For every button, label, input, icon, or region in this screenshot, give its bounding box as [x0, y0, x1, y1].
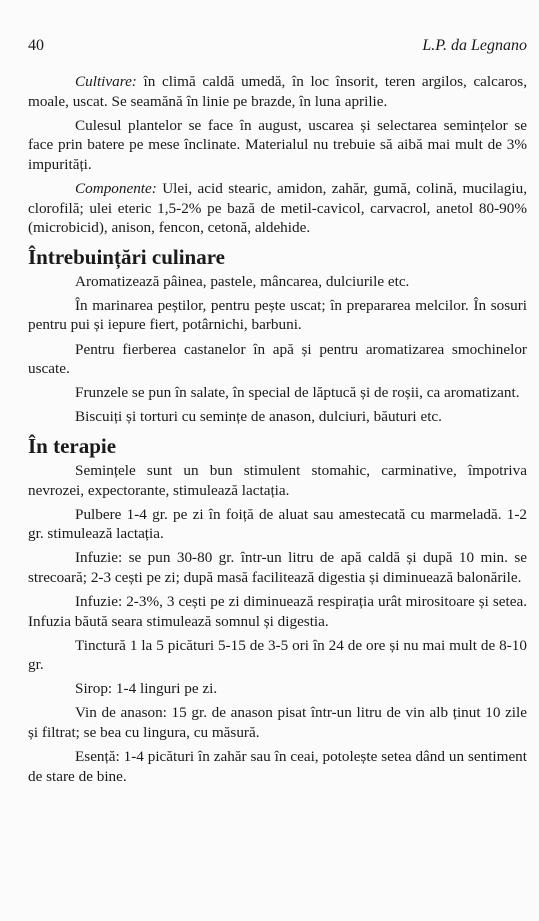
paragraph: Esență: 1-4 picături în zahăr sau în ceai, potolește setea dând un sentiment de stare de bine.	[28, 748, 527, 785]
paragraph: Semințele sunt un bun stimulent stomahic, carminative, împotriva nevrozei, expectorante, stimulează lactația.	[28, 461, 527, 499]
section-heading-therapy: În terapie	[28, 433, 117, 458]
paragraph-cultivation	[28, 72, 527, 111]
paragraph: Biscuiți și torturi cu semințe de anason, dulciuri, băuturi etc.	[75, 408, 442, 426]
running-head: L.P. da Legnano	[422, 37, 527, 54]
paragraph: Sirop: 1-4 linguri pe zi.	[75, 680, 218, 698]
lead-label: Componente:	[75, 179, 157, 197]
paragraph: Frunzele se pun în salate, în special de lăptucă și de roșii, ca aromatizant.	[75, 384, 520, 402]
paragraph-text: în climă caldă umedă, în loc însorit, teren argilos, calcaros, moale, uscat. Se seamănă în linie pe brazde, în luna aprilie.	[28, 73, 527, 110]
paragraph: Tinctură 1 la 5 picături 5-15 de 3-5 ori în 24 de ore și nu mai mult de 8-10 gr.	[28, 636, 527, 674]
paragraph: Pentru fierberea castanelor în apă și pentru aromatizarea smochinelor uscate.	[28, 340, 527, 378]
paragraph-text: Culesul plantelor se face în august, uscarea și selectarea semințelor se face prin batere pe mese înclinate. Materialul nu trebuie să aibă mai mult de 3% impurități.	[28, 116, 527, 173]
page-number: 40	[28, 37, 44, 54]
paragraph: Aromatizează pâinea, pastele, mâncarea, dulciurile etc.	[75, 272, 410, 290]
paragraph-components	[28, 179, 527, 238]
paragraph: Infuzie: se pun 30-80 gr. într-un litru de apă caldă și după 10 min. se strecoară; 2-3 cești pe zi; după masă facilitează digestia și diminuează balonările.	[28, 549, 527, 586]
section-heading-culinary: Întrebuințări culinare	[28, 244, 225, 269]
paragraph-harvest	[28, 116, 527, 175]
page-header	[28, 37, 527, 57]
paragraph: În marinarea peștilor, pentru pește uscat; în prepararea melcilor. În sosuri pentru pui și iepure fiert, potârnichi, barbuni.	[28, 296, 527, 334]
page-body	[28, 72, 527, 786]
paragraph: Pulbere 1-4 gr. pe zi în foiță de aluat sau amestecată cu marmeladă. 1-2 gr. stimulează lactația.	[28, 505, 527, 543]
paragraph: Vin de anason: 15 gr. de anason pisat într-un litru de vin alb ținut 10 zile și filtrat; se bea cu lingura, cu măsură.	[28, 704, 527, 742]
lead-label: Cultivare:	[75, 73, 137, 90]
paragraph: Infuzie: 2-3%, 3 cești pe zi diminuează respirația urât mirositoare și setea. Infuzia băută seara stimulează somnul și digestia.	[28, 592, 527, 630]
paragraph-text: Ulei, acid stearic, amidon, zahăr, gumă, colină, mucilagiu, clorofilă; ulei eteric 1,5-2% pe bază de metil-cavicol, carvacrol, anetol 80-90% (microbicid), anison, fencon, cetonă, aldehide.	[28, 179, 527, 237]
